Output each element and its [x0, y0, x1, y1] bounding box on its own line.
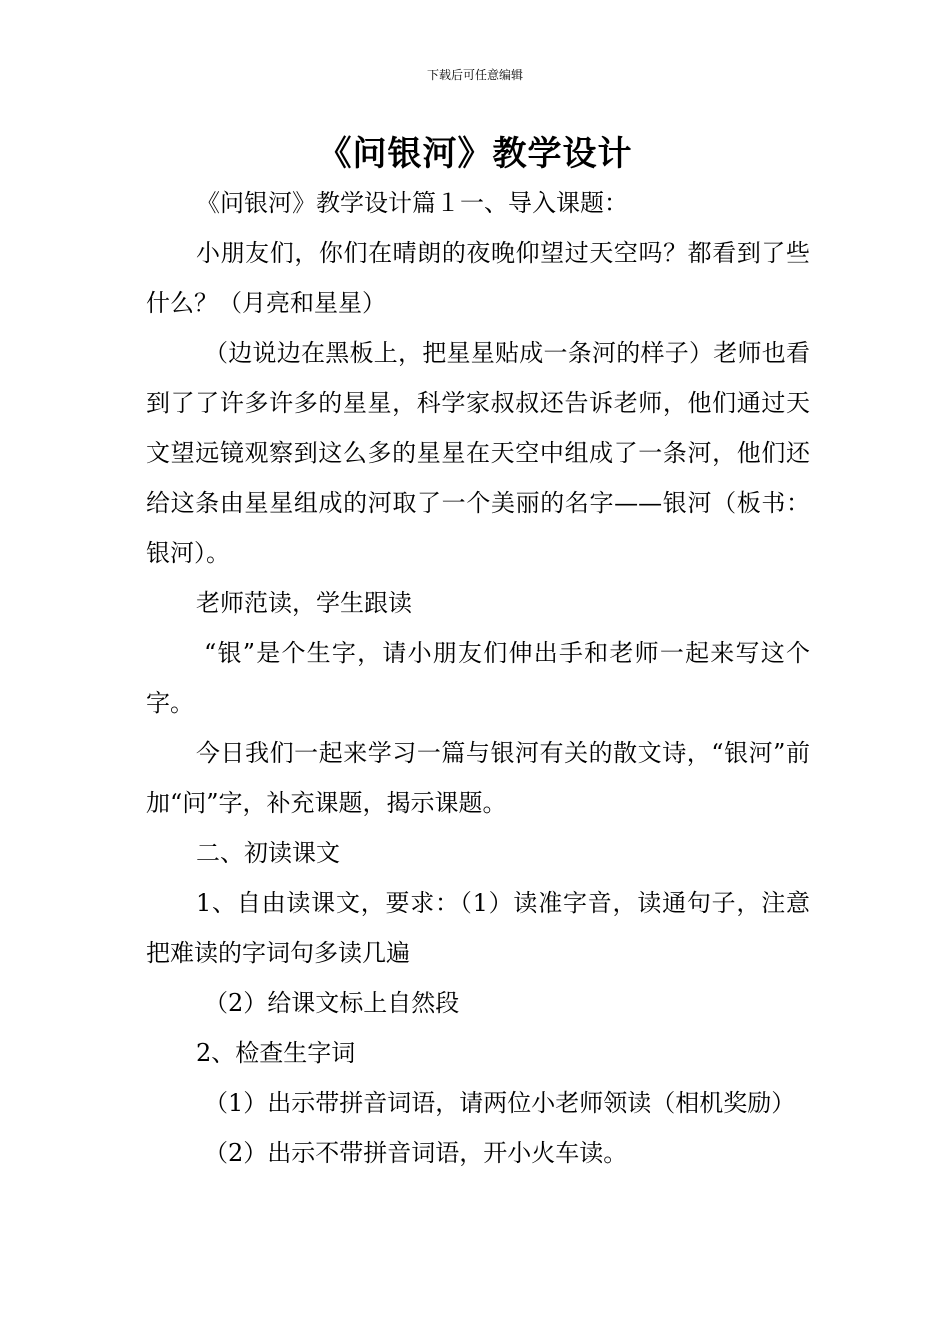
paragraph: （1）出示带拼音词语，请两位小老师领读（相机奖励） [204, 1089, 796, 1117]
section-heading: 二、初读课文 [196, 839, 340, 867]
paragraph-intro-heading: 《问银河》教学设计篇１一、导入课题： [196, 189, 628, 217]
paragraph: 小朋友们，你们在晴朗的夜晚仰望过天空吗？都看到了些什么？（月亮和星星） [146, 239, 810, 317]
paragraph: （边说边在黑板上，把星星贴成一条河的样子）老师也看到了了许多许多的星星，科学家叔叔还告诉老师，他们通过天文望远镜观察到这么多的星星在天空中组成了一条河，他们还给这条由星星组成的河取了一个美丽的名字——银河（板书：银河）。 [146, 339, 810, 567]
paragraph: （2）给课文标上自然段 [204, 989, 460, 1017]
paragraph: 1、自由读课文，要求：（1）读准字音，读通句子，注意把难读的字词句多读几遍 [146, 889, 810, 967]
paragraph: “银”是个生字，请小朋友们伸出手和老师一起来写这个字。 [146, 639, 810, 717]
paragraph: 今日我们一起来学习一篇与银河有关的散文诗，“银河”前加“问”字，补充课题，揭示课题。 [146, 739, 810, 817]
paragraph: 2、检查生字词 [196, 1039, 356, 1067]
header-note: 下载后可任意编辑 [426, 68, 523, 82]
document-body [146, 178, 810, 1178]
document-title: 《问银河》教学设计 [317, 134, 633, 174]
paragraph: （2）出示不带拼音词语，开小火车读。 [204, 1139, 628, 1167]
paragraph: 老师范读，学生跟读 [196, 589, 412, 617]
